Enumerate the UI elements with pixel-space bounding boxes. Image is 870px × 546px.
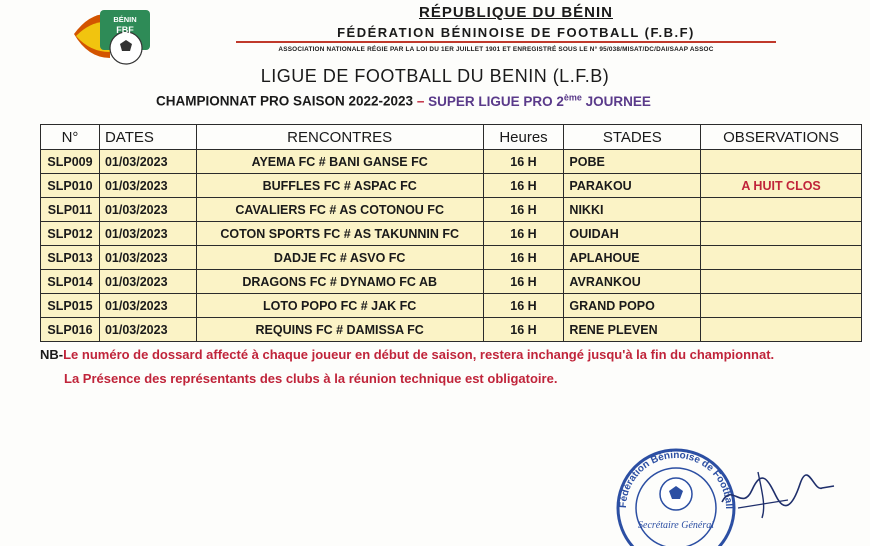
super-ligue-label	[428, 94, 651, 109]
cell-match: REQUINS FC # DAMISSA FC	[196, 318, 483, 342]
table-row	[41, 294, 862, 318]
super-ligue-sup: ème	[563, 92, 582, 102]
league-title: LIGUE DE FOOTBALL DU BENIN (L.F.B)	[260, 66, 610, 86]
cell-date: 01/03/2023	[99, 222, 196, 246]
cell-observation: A HUIT CLOS	[701, 174, 862, 198]
cell-observation	[701, 198, 862, 222]
cell-no: SLP015	[41, 294, 100, 318]
table-row	[41, 222, 862, 246]
cell-match: AYEMA FC # BANI GANSE FC	[196, 150, 483, 174]
cell-stadium: GRAND POPO	[564, 294, 701, 318]
cell-hour: 16 H	[483, 246, 564, 270]
cell-observation	[701, 318, 862, 342]
cell-observation	[701, 270, 862, 294]
federation-underline	[236, 41, 776, 43]
cell-no: SLP010	[41, 174, 100, 198]
table-row	[41, 246, 862, 270]
cell-no: SLP013	[41, 246, 100, 270]
signature	[718, 462, 838, 522]
fixtures-table	[40, 124, 862, 342]
cell-no: SLP014	[41, 270, 100, 294]
table-header-row	[41, 125, 862, 150]
note-text-1: Le numéro de dossard affecté à chaque joueur en début de saison, restera inchangé jusqu'à la fin du championnat.	[63, 347, 775, 362]
championship-label: CHAMPIONNAT PRO SAISON 2022-2023	[156, 93, 414, 109]
cell-hour: 16 H	[483, 294, 564, 318]
col-header-dates: DATES	[99, 125, 196, 150]
col-header-observations: OBSERVATIONS	[701, 125, 862, 150]
table-row	[41, 318, 862, 342]
table-row	[41, 150, 862, 174]
cell-no: SLP011	[41, 198, 100, 222]
cell-no: SLP009	[41, 150, 100, 174]
cell-observation	[701, 150, 862, 174]
cell-stadium: POBE	[564, 150, 701, 174]
championship-title	[156, 92, 651, 109]
cell-hour: 16 H	[483, 270, 564, 294]
col-header-hours: Heures	[483, 125, 564, 150]
cell-hour: 16 H	[483, 222, 564, 246]
title-dash: –	[416, 93, 425, 109]
table-row	[41, 270, 862, 294]
stamp-ring-text: Fédération Béninoise de Football	[617, 450, 735, 510]
cell-hour: 16 H	[483, 174, 564, 198]
col-header-matches: RENCONTRES	[196, 125, 483, 150]
cell-stadium: APLAHOUE	[564, 246, 701, 270]
cell-no: SLP012	[41, 222, 100, 246]
table-row	[41, 174, 862, 198]
cell-observation	[701, 246, 862, 270]
federation-title: FÉDÉRATION BÉNINOISE DE FOOTBALL (F.B.F)	[337, 25, 695, 40]
cell-no: SLP016	[41, 318, 100, 342]
cell-stadium: AVRANKOU	[564, 270, 701, 294]
association-text: ASSOCIATION NATIONALE RÉGIE PAR LA LOI DU 1ER JUILLET 1901 ET ENREGISTRÉ SOUS LE N° 95/038/MISAT/DC/DAI/SAAP ASSOC	[278, 46, 714, 53]
cell-match: COTON SPORTS FC # AS TAKUNNIN FC	[196, 222, 483, 246]
note-label: NB-	[40, 347, 64, 362]
cell-match: DRAGONS FC # DYNAMO FC AB	[196, 270, 483, 294]
table-row	[41, 198, 862, 222]
journee-text: JOURNEE	[581, 93, 651, 109]
cell-stadium: RENE PLEVEN	[564, 318, 701, 342]
cell-hour: 16 H	[483, 318, 564, 342]
cell-date: 01/03/2023	[99, 198, 196, 222]
cell-date: 01/03/2023	[99, 174, 196, 198]
cell-hour: 16 H	[483, 150, 564, 174]
col-header-stadiums: STADES	[564, 125, 701, 150]
logo-text: BÉNIN	[113, 15, 137, 24]
cell-match: LOTO POPO FC # JAK FC	[196, 294, 483, 318]
logo-sub: FBF	[116, 25, 134, 35]
cell-observation	[701, 294, 862, 318]
col-header-no: N°	[41, 125, 100, 150]
cell-date: 01/03/2023	[99, 318, 196, 342]
cell-date: 01/03/2023	[99, 294, 196, 318]
header-block	[186, 4, 806, 53]
cell-date: 01/03/2023	[99, 150, 196, 174]
cell-hour: 16 H	[483, 198, 564, 222]
cell-stadium: PARAKOU	[564, 174, 701, 198]
cell-date: 01/03/2023	[99, 270, 196, 294]
cell-date: 01/03/2023	[99, 246, 196, 270]
cell-stadium: OUIDAH	[564, 222, 701, 246]
note-line-1	[40, 347, 774, 362]
stamp-inner-text: Secrétaire Général	[638, 520, 714, 531]
fbf-logo	[70, 6, 175, 66]
cell-stadium: NIKKI	[564, 198, 701, 222]
cell-match: DADJE FC # ASVO FC	[196, 246, 483, 270]
republic-title: RÉPUBLIQUE DU BÉNIN	[418, 4, 613, 21]
cell-observation	[701, 222, 862, 246]
super-ligue-text: SUPER LIGUE PRO 2	[428, 93, 564, 109]
cell-match: BUFFLES FC # ASPAC FC	[196, 174, 483, 198]
note-text-2: La Présence des représentants des clubs à la réunion technique est obligatoire.	[64, 371, 558, 386]
cell-match: CAVALIERS FC # AS COTONOU FC	[196, 198, 483, 222]
